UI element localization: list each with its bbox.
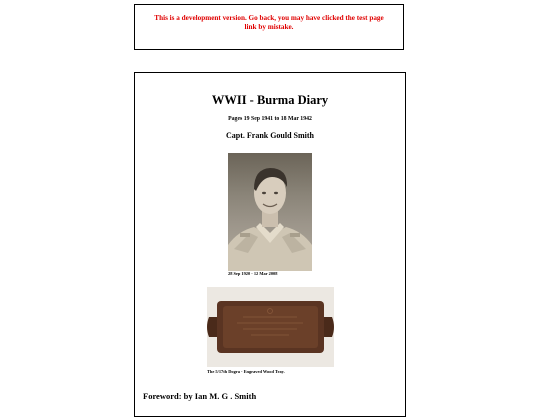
page-title: WWII - Burma Diary: [211, 93, 329, 107]
tray-photo: [207, 287, 334, 367]
tray-caption: The 5/17th Dogra - Engraved Wood Tray.: [207, 369, 285, 374]
dev-warning-text[interactable]: This is a development version. Go back, you may have clicked the test page link by mistake.: [154, 14, 384, 31]
diary-panel: [134, 72, 406, 417]
portrait-dates: 28 Sep 1920 - 12 Mar 2008: [228, 271, 278, 276]
dev-warning-box: [134, 4, 404, 50]
foreword-heading: Foreword: by Ian M. G . Smith: [143, 391, 257, 401]
portrait-photo: [228, 153, 312, 271]
author-name: Capt. Frank Gould Smith: [225, 131, 315, 140]
page-range: Pages 19 Sep 1941 to 18 Mar 1942: [228, 116, 312, 122]
